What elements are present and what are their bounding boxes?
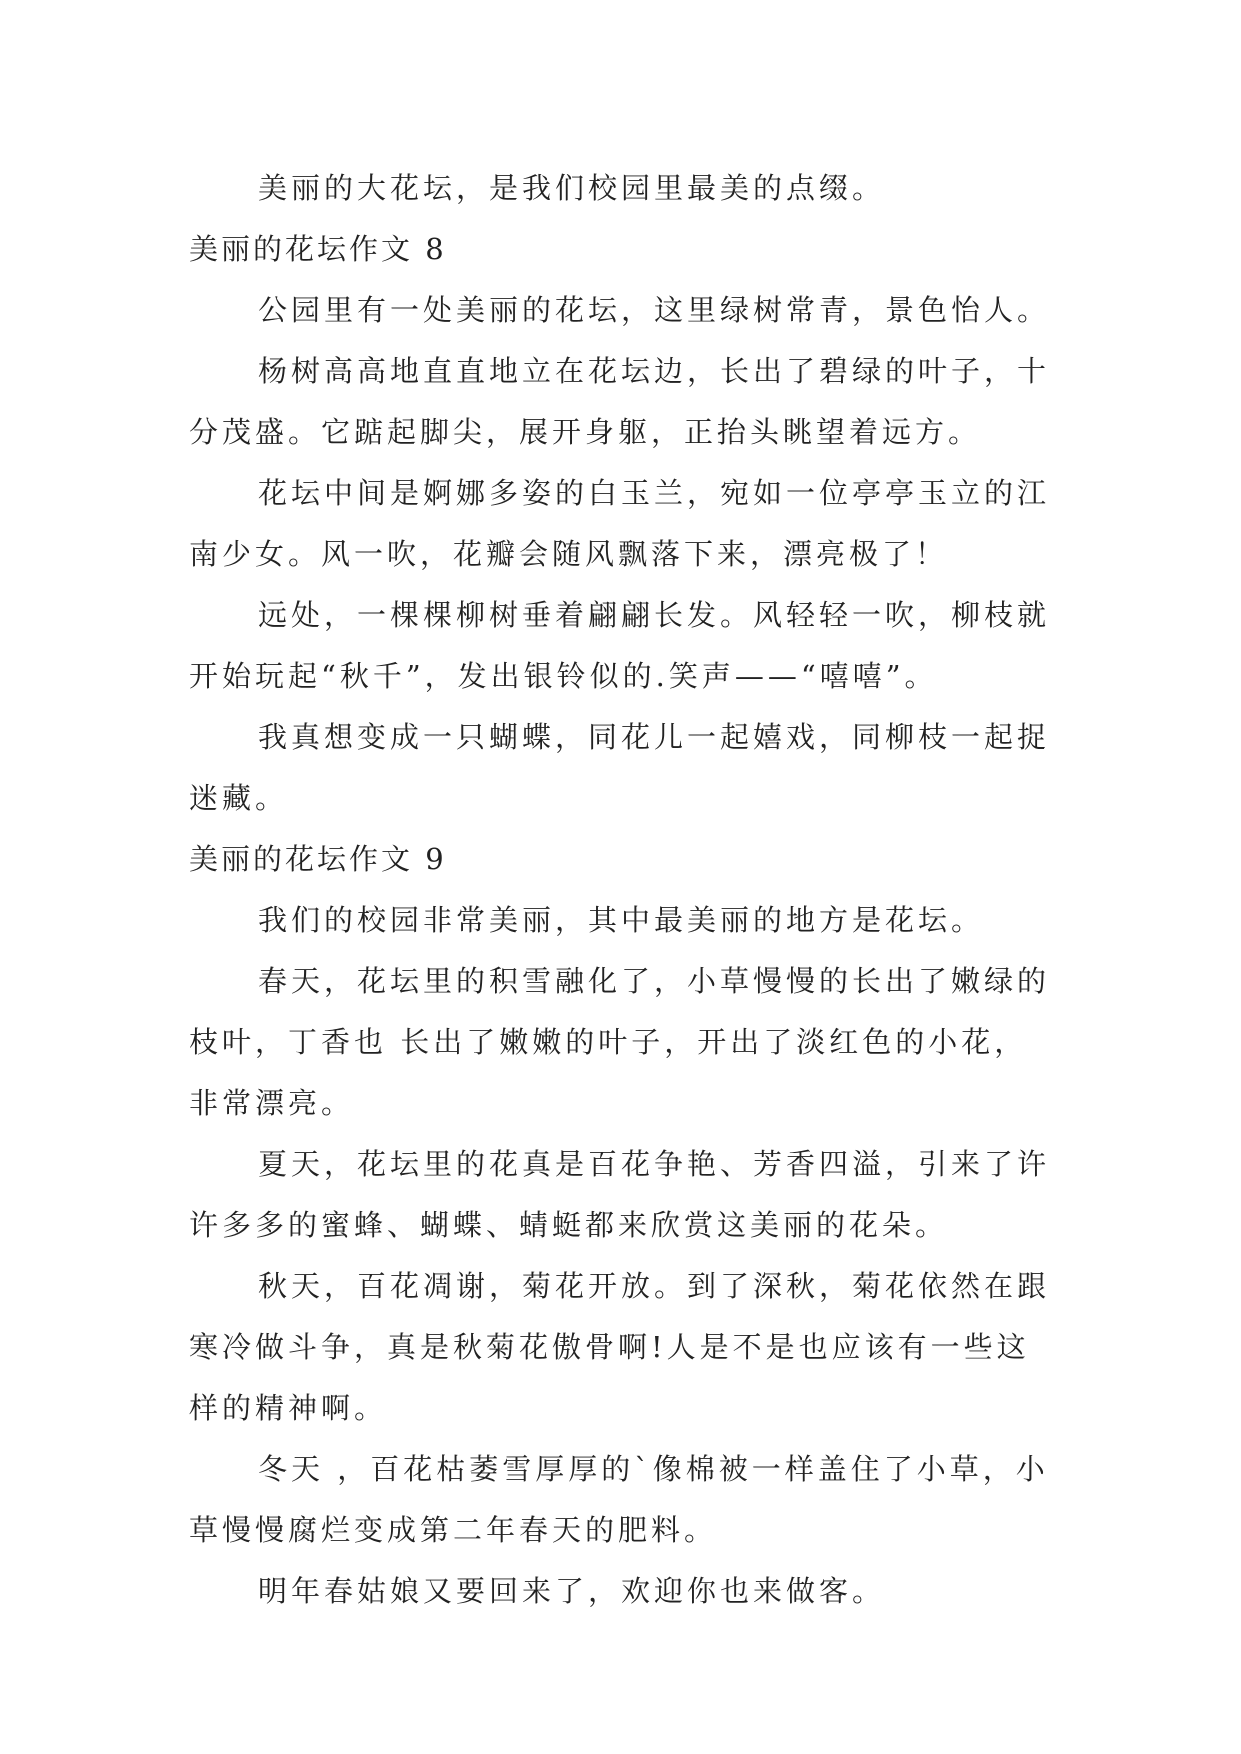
- paragraph-line: 夏天，花坛里的花真是百花争艳、芳香四溢，引来了许: [258, 1147, 1051, 1181]
- paragraph-line: 杨树高高地直直地立在花坛边，长出了碧绿的叶子，十: [258, 354, 1051, 388]
- paragraph-line: 枝叶，丁香也 长出了嫩嫩的叶子，开出了淡红色的小花，: [189, 1025, 1028, 1059]
- paragraph-line: 公园里有一处美丽的花坛，这里绿树常青，景色怡人。: [258, 293, 1051, 327]
- paragraph-line: 春天，花坛里的积雪融化了，小草慢慢的长出了嫩绿的: [258, 964, 1051, 998]
- paragraph-line: 草慢慢腐烂变成第二年春天的肥料。: [189, 1513, 718, 1547]
- paragraph-line: 远处，一棵棵柳树垂着翩翩长发。风轻轻一吹，柳枝就: [258, 598, 1051, 632]
- paragraph-line: 开始玩起“秋千”，发出银铃似的.笑声——“嘻嘻”。: [189, 659, 938, 693]
- paragraph-line: 南少女。风一吹，花瓣会随风飘落下来，漂亮极了！: [189, 537, 949, 571]
- paragraph-line: 寒冷做斗争，真是秋菊花傲骨啊!人是不是也应该有一些这: [189, 1330, 1030, 1364]
- section-heading: 美丽的花坛作文 8: [189, 232, 447, 266]
- paragraph-line: 许多多的蜜蜂、蝴蝶、蜻蜓都来欣赏这美丽的花朵。: [189, 1208, 949, 1242]
- paragraph-line: 非常漂亮。: [189, 1086, 355, 1120]
- paragraph-line: 迷藏。: [189, 781, 289, 815]
- paragraph-line: 花坛中间是婀娜多姿的白玉兰，宛如一位亭亭玉立的江: [258, 476, 1051, 510]
- paragraph-line: 美丽的大花坛，是我们校园里最美的点缀。: [258, 171, 886, 205]
- paragraph-line: 明年春姑娘又要回来了，欢迎你也来做客。: [258, 1574, 886, 1608]
- section-heading: 美丽的花坛作文 9: [189, 842, 447, 876]
- paragraph-line: 秋天，百花凋谢，菊花开放。到了深秋，菊花依然在跟: [258, 1269, 1051, 1303]
- paragraph-line: 样的精神啊。: [189, 1391, 388, 1425]
- document-body: [189, 163, 1069, 1627]
- paragraph-line: 我真想变成一只蝴蝶，同花儿一起嬉戏，同柳枝一起捉: [258, 720, 1051, 754]
- paragraph-line: 冬天 ，百花枯萎雪厚厚的`像棉被一样盖住了小草，小: [258, 1452, 1049, 1486]
- paragraph-line: 分茂盛。它踮起脚尖，展开身躯，正抬头眺望着远方。: [189, 415, 982, 449]
- paragraph-line: 我们的校园非常美丽，其中最美丽的地方是花坛。: [258, 903, 985, 937]
